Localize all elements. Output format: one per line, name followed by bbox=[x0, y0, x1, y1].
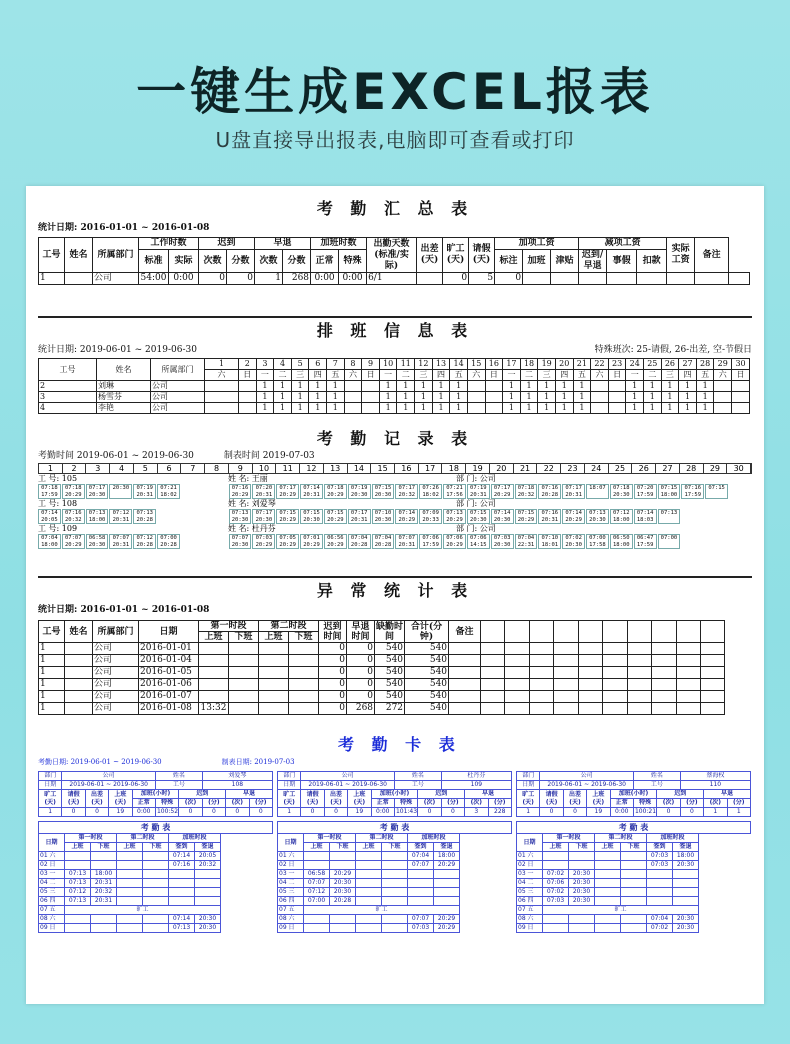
day-number: 24 bbox=[585, 464, 609, 473]
punch-cell: 07:01 20:29 bbox=[300, 534, 323, 549]
card-section bbox=[38, 734, 752, 933]
punch-cell: 07:07 20:31 bbox=[395, 534, 418, 549]
summary-section bbox=[38, 198, 752, 285]
punch-cell: 07:17 20:30 bbox=[86, 484, 109, 499]
day-number: 15 bbox=[371, 464, 395, 473]
punch-cell: 07:15 20:29 bbox=[324, 509, 347, 524]
day-number: 13 bbox=[324, 464, 348, 473]
punch-cell: 07:18 20:29 bbox=[62, 484, 85, 499]
punch-cell: 07:10 20:30 bbox=[372, 509, 395, 524]
punch-cell: 07:17 20:31 bbox=[348, 509, 371, 524]
punch-cell: 07:00 bbox=[658, 534, 681, 549]
employee-info: 工 号: 108 姓 名: 刘爱琴 部 门: 公司 bbox=[38, 499, 496, 508]
punch-cell: 07:18 20:32 bbox=[515, 484, 538, 499]
abnormal-title: 异 常 统 计 表 bbox=[38, 576, 752, 602]
day-number: 20 bbox=[490, 464, 514, 473]
summary-date: 统计日期: 2016-01-01 ~ 2016-01-08 bbox=[38, 223, 210, 233]
punch-cell: 07:14 20:30 bbox=[491, 509, 514, 524]
schedule-row: 2 刘琳 公司 1 1 1 1 1 1 1 1 1 1 1 1 1 1 1 1 1 1 1 1 bbox=[39, 381, 750, 392]
punch-cell: 07:06 20:29 bbox=[443, 534, 466, 549]
day-number: 11 bbox=[276, 464, 300, 473]
punch-cell bbox=[181, 509, 204, 524]
schedule-title: 排 班 信 息 表 bbox=[38, 316, 752, 342]
punch-cell: 07:26 18:02 bbox=[419, 484, 442, 499]
records-title: 考 勤 记 录 表 bbox=[316, 429, 474, 448]
punch-cell: 07:19 20:31 bbox=[467, 484, 490, 499]
card-title: 考 勤 卡 表 bbox=[338, 735, 461, 754]
punch-cell: 07:12 20:31 bbox=[109, 509, 132, 524]
day-number: 10 bbox=[253, 464, 277, 473]
punch-cell bbox=[729, 484, 752, 499]
punch-cell bbox=[729, 534, 752, 549]
punch-cells bbox=[38, 484, 752, 499]
day-number: 23 bbox=[561, 464, 585, 473]
hero-title: 一键生成EXCEL报表 bbox=[136, 63, 654, 121]
day-number: 29 bbox=[704, 464, 728, 473]
abnormal-row: 1 公司 2016-01-06 0 0 540 540 bbox=[39, 679, 750, 691]
punch-cell: 07:13 20:30 bbox=[586, 509, 609, 524]
abnormal-row: 1 公司 2016-01-04 0 0 540 540 bbox=[39, 655, 750, 667]
abnormal-row: 1 公司 2016-01-07 0 0 540 540 bbox=[39, 691, 750, 703]
punch-cell: 07:15 bbox=[705, 484, 728, 499]
punch-cell: 07:17 20:31 bbox=[562, 484, 585, 499]
abnormal-section bbox=[38, 576, 752, 715]
schedule-section bbox=[38, 316, 752, 414]
day-number: 14 bbox=[348, 464, 372, 473]
summary-row: 1 公司 54:00 0:00 0 0 1 268 0:00 0:00 6/1 0 5 0 bbox=[39, 273, 750, 285]
punch-cell bbox=[681, 534, 704, 549]
day-number: 28 bbox=[680, 464, 704, 473]
punch-cell: 07:04 20:28 bbox=[372, 534, 395, 549]
punch-cell: 07:00 17:58 bbox=[586, 534, 609, 549]
day-number: 5 bbox=[134, 464, 158, 473]
report-card bbox=[26, 186, 764, 1004]
punch-cell: 07:04 20:28 bbox=[348, 534, 371, 549]
punch-cell: 07:03 20:29 bbox=[252, 534, 275, 549]
punch-cell: 07:06 17:59 bbox=[419, 534, 442, 549]
punch-cell: 07:16 17:59 bbox=[681, 484, 704, 499]
day-number: 19 bbox=[466, 464, 490, 473]
day-number: 1 bbox=[39, 464, 63, 473]
day-number: 9 bbox=[229, 464, 253, 473]
employee-info: 工 号: 105 姓 名: 王丽 部 门: 公司 bbox=[38, 474, 496, 483]
abnormal-row: 1 公司 2016-01-01 0 0 540 540 bbox=[39, 643, 750, 655]
punch-cell: 07:00 20:28 bbox=[157, 534, 180, 549]
punch-cell: 07:18 20:30 bbox=[610, 484, 633, 499]
card-panel: 部门 公司 姓名 蔡海权 日期 2019-06-01 ~ 2019-06-30 工号 110 旷工(天) 请假(天) 出差(天) 上班(天) 加班(小时) 迟到 早退 正常 特殊 (次) (分) (次) (分) 1 0 0 19 0:00 100:21 0 0 1 1 考 勤 表 日期 第一时段 第二时段 加班时段 上班 下班 上班 下班 签到 签退 01 六 07:03 18:00 02 日 07:03 20:30 03 一 07:02 20:30 04 二 07:06 20:30 05 三 07:02 20:30 06 四 07:03 20:30 07 五 旷工 08 六 07:04 20:30 09 日 07:02 20:30 bbox=[516, 771, 751, 933]
day-number: 7 bbox=[181, 464, 205, 473]
punch-cell: 07:09 20:33 bbox=[419, 509, 442, 524]
schedule-row: 3 杨雪芬 公司 1 1 1 1 1 1 1 1 1 1 1 1 1 1 1 1 1 1 1 1 bbox=[39, 392, 750, 403]
punch-cell: 07:02 20:30 bbox=[562, 534, 585, 549]
abnormal-row: 1 公司 2016-01-08 13:32 0 268 272 540 bbox=[39, 703, 750, 715]
punch-cells bbox=[38, 509, 752, 524]
punch-cell: 07:18 17:59 bbox=[38, 484, 61, 499]
punch-cell bbox=[729, 509, 752, 524]
punch-cell: 07:16 20:32 bbox=[62, 509, 85, 524]
schedule-row: 4 李艳 公司 1 1 1 1 1 1 1 1 1 1 1 1 1 1 1 1 1 1 1 1 bbox=[39, 403, 750, 414]
punch-cell: 07:10 18:01 bbox=[538, 534, 561, 549]
summary-title: 考 勤 汇 总 表 bbox=[316, 199, 474, 218]
summary-table: 工号 姓名 所属部门 工作时数 迟到 早退 加班时数 出勤天数(标准/实际) 出差(天) 旷工(天) 请假(天) 加项工资 减项工资 实际工资 备注 标准 实际 次数 分数 次数 分数 正常 特殊 标注 加班 津贴 迟到/早退 事假 扣款 1 公司 54:00 0:00 0 0 1 268 0:00 0:00 6/1 0 5 0 bbox=[38, 237, 750, 285]
records-meta: 考勤时间 2019-06-01 ~ 2019-06-30 制表时间 2019-07-03 bbox=[38, 451, 315, 461]
punch-cell: 07:15 20:29 bbox=[515, 509, 538, 524]
punch-cell: 18:07 bbox=[586, 484, 609, 499]
punch-cell: 07:03 20:30 bbox=[491, 534, 514, 549]
day-number: 12 bbox=[300, 464, 324, 473]
day-number: 26 bbox=[632, 464, 656, 473]
employee-info: 工 号: 109 姓 名: 杜丹芬 部 门: 公司 bbox=[38, 524, 496, 533]
punch-cell: 06:50 18:00 bbox=[610, 534, 633, 549]
punch-cell: 07:21 17:56 bbox=[443, 484, 466, 499]
records-employees bbox=[38, 474, 752, 549]
schedule-meta: 统计日期: 2019-06-01 ~ 2019-06-30 特殊班次: 25-请假, 26-出差, 空-节假日 bbox=[38, 345, 752, 355]
punch-cell: 07:13 bbox=[658, 509, 681, 524]
day-number: 21 bbox=[514, 464, 538, 473]
day-number: 18 bbox=[442, 464, 466, 473]
punch-cell bbox=[181, 484, 204, 499]
punch-cell: 07:12 20:28 bbox=[133, 534, 156, 549]
punch-cell: 07:18 20:29 bbox=[324, 484, 347, 499]
punch-cell: 07:15 20:30 bbox=[372, 484, 395, 499]
punch-cell: 07:14 20:05 bbox=[38, 509, 61, 524]
punch-cell bbox=[181, 534, 204, 549]
punch-cell: 07:15 20:30 bbox=[300, 509, 323, 524]
punch-cell: 07:07 20:31 bbox=[109, 534, 132, 549]
day-number: 25 bbox=[609, 464, 633, 473]
punch-cell: 20:30 bbox=[109, 484, 132, 499]
punch-cells bbox=[38, 534, 752, 549]
abnormal-row: 1 公司 2016-01-05 0 0 540 540 bbox=[39, 667, 750, 679]
punch-cell: 07:14 20:29 bbox=[395, 509, 418, 524]
hero-subtitle: U盘直接导出报表,电脑即可查看或打印 bbox=[215, 128, 575, 152]
punch-cell: 07:15 20:30 bbox=[467, 509, 490, 524]
day-number: 4 bbox=[110, 464, 134, 473]
schedule-table: 工号 姓名 所属部门 1 2 3 4 5 6 7 8 9 10 11 12 13 14 15 16 17 18 19 20 21 22 23 24 25 26 27 28 29 30 六 日 一 二 三 四 五 六 日 一 二 三 四 五 六 日 一 二 三 四 五 六 日 一 二 三 四 五 六 日 2 刘琳 公司 1 1 1 1 1 1 1 1 1 1 1 1 1 1 1 1 1 1 1 1 3 杨雪芬 公司 1 1 1 1 1 1 1 1 1 1 1 1 1 1 1 1 1 1 1 1 4 李艳 公司 1 1 1 1 1 1 1 1 1 1 1 1 1 1 1 1 1 1 1 1 bbox=[38, 358, 750, 414]
punch-cell: 06:58 20:30 bbox=[86, 534, 109, 549]
punch-cell: 07:13 20:29 bbox=[443, 509, 466, 524]
punch-cell: 07:14 18:03 bbox=[634, 509, 657, 524]
punch-cell: 07:04 18:00 bbox=[38, 534, 61, 549]
punch-cell: 06:47 17:59 bbox=[634, 534, 657, 549]
day-number: 6 bbox=[158, 464, 182, 473]
card-meta: 考勤日期: 2019-06-01 ~ 2019-06-30 制表日期: 2019-07-03 bbox=[38, 758, 295, 766]
punch-cell: 07:14 20:29 bbox=[562, 509, 585, 524]
day-number: 16 bbox=[395, 464, 419, 473]
punch-cell: 07:14 20:31 bbox=[300, 484, 323, 499]
punch-cell bbox=[205, 534, 228, 549]
punch-cell: 07:16 20:31 bbox=[538, 509, 561, 524]
card-panel: 部门 公司 姓名 杜丹芬 日期 2019-06-01 ~ 2019-06-30 工号 109 旷工(天) 请假(天) 出差(天) 上班(天) 加班(小时) 迟到 早退 正常 特殊 (次) (分) (次) (分) 1 0 0 19 0:00 101:43 0 0 3 228 考 勤 表 日期 第一时段 第二时段 加班时段 上班 下班 上班 下班 签到 签退 01 六 07:04 18:00 02 日 07:07 20:29 03 一 06:58 20:29 04 二 07:07 20:30 05 三 07:12 20:30 06 四 07:00 20:28 07 五 旷工 08 六 07:07 20:29 09 日 07:03 20:29 bbox=[277, 771, 512, 933]
day-number: 8 bbox=[205, 464, 229, 473]
day-number: 2 bbox=[63, 464, 87, 473]
punch-cell: 07:04 22:31 bbox=[515, 534, 538, 549]
day-number: 27 bbox=[656, 464, 680, 473]
punch-cell: 07:16 20:29 bbox=[229, 484, 252, 499]
day-number: 22 bbox=[537, 464, 561, 473]
punch-cell: 07:15 20:29 bbox=[276, 509, 299, 524]
punch-cell: 07:17 20:29 bbox=[276, 484, 299, 499]
punch-cell: 07:13 20:28 bbox=[133, 509, 156, 524]
punch-cell: 07:20 17:59 bbox=[634, 484, 657, 499]
day-number: 17 bbox=[419, 464, 443, 473]
day-number: 30 bbox=[727, 464, 751, 473]
punch-cell: 07:07 20:30 bbox=[229, 534, 252, 549]
punch-cell: 07:13 20:30 bbox=[229, 509, 252, 524]
punch-cell bbox=[205, 484, 228, 499]
abnormal-date: 统计日期: 2016-01-01 ~ 2016-01-08 bbox=[38, 605, 210, 615]
punch-cell: 07:15 18:00 bbox=[658, 484, 681, 499]
punch-cell bbox=[681, 509, 704, 524]
punch-cell: 07:17 20:30 bbox=[252, 509, 275, 524]
punch-cell: 07:19 20:31 bbox=[133, 484, 156, 499]
records-section bbox=[38, 428, 752, 549]
punch-cell bbox=[705, 534, 728, 549]
punch-cell: 07:20 20:31 bbox=[252, 484, 275, 499]
punch-cell bbox=[157, 509, 180, 524]
punch-cell: 06:56 20:29 bbox=[324, 534, 347, 549]
punch-cell: 07:21 18:02 bbox=[157, 484, 180, 499]
card-panel: 部门 公司 姓名 刘爱琴 日期 2019-06-01 ~ 2019-06-30 工号 108 旷工(天) 请假(天) 出差(天) 上班(天) 加班(小时) 迟到 早退 正常 特殊 (次) (分) (次) (分) 1 0 0 19 0:00 100:52 0 0 0 0 考 勤 表 日期 第一时段 第二时段 加班时段 上班 下班 上班 下班 签到 签退 01 六 07:14 20:05 02 日 07:16 20:32 03 一 07:13 18:00 04 二 07:13 20:31 05 三 07:12 20:32 06 四 07:13 20:31 07 五 旷工 08 六 07:14 20:30 09 日 07:13 20:30 bbox=[38, 771, 273, 933]
punch-cell: 07:17 20:29 bbox=[491, 484, 514, 499]
punch-cell: 07:05 20:29 bbox=[276, 534, 299, 549]
card-panels bbox=[38, 771, 752, 933]
punch-cell: 07:17 20:32 bbox=[395, 484, 418, 499]
punch-cell: 07:16 20:28 bbox=[538, 484, 561, 499]
punch-cell bbox=[705, 509, 728, 524]
abnormal-table: 工号 姓名 所属部门 日期 第一时段 第二时段 迟到时间 早退时间 缺勤时间 合计(分钟) 备注 上班 下班 上班 下班 1 公司 2016-01-01 0 0 540 540 1 公司 2016-01-04 0 0 540 540 1 公司 2016-01-05 0 0 540 540 1 公司 2016-01-06 0 0 540 540 1 公司 2016-01-07 0 0 540 540 1 公司 2016-01-08 13:32 0 268 272 540 bbox=[38, 620, 750, 715]
records-day-header bbox=[38, 463, 752, 474]
punch-cell: 07:06 14:15 bbox=[467, 534, 490, 549]
punch-cell: 07:19 20:30 bbox=[348, 484, 371, 499]
punch-cell: 07:13 18:00 bbox=[86, 509, 109, 524]
punch-cell bbox=[205, 509, 228, 524]
day-number: 3 bbox=[86, 464, 110, 473]
punch-cell: 07:12 18:00 bbox=[610, 509, 633, 524]
punch-cell: 07:07 20:29 bbox=[62, 534, 85, 549]
